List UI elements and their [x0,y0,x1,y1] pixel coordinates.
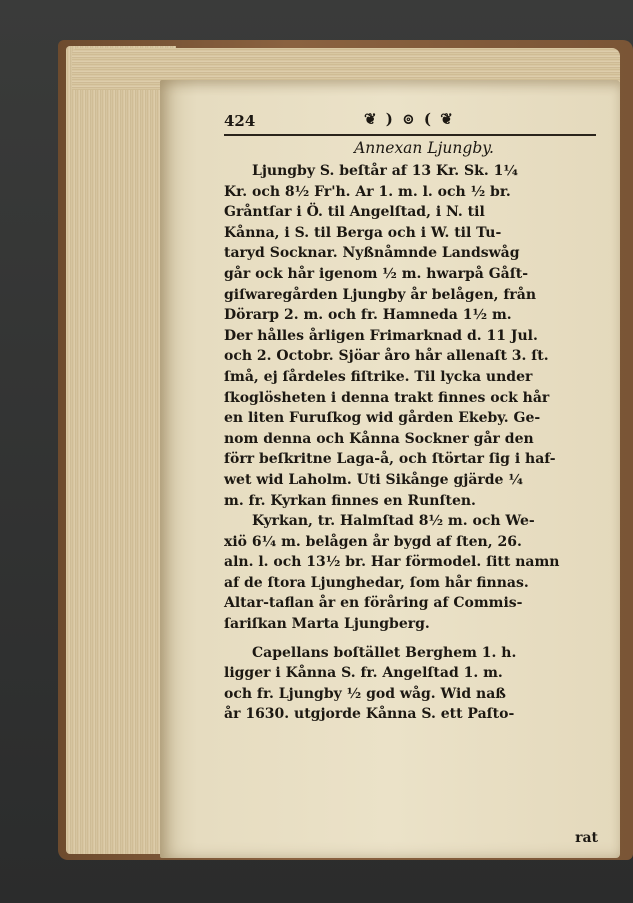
catchword: rat [575,830,598,846]
text-line: år 1630. utgjorde Kånna S. ett Paſto- [224,706,515,723]
page-number: 424 [224,112,256,130]
text-line: wet wid Laholm. Uti Sikånge gjärde ¼ [224,471,523,488]
section-title: Annexan Ljungby. [354,139,494,157]
paragraph-kyrkan [224,511,600,635]
text-line: aln. l. och 13½ br. Har förmodel. ſitt namn [224,554,560,571]
text-line: förr beſkritne Laga-å, och ſtörtar ſig i haf- [224,451,556,468]
text-line: af de ſtora Ljunghedar, ſom hår finnas. [224,574,529,591]
text-line: ſmå, ej ſårdeles fiſtrike. Til lycka under [224,368,533,385]
text-line: xiö 6¼ m. belågen år bygd af ſten, 26. [224,533,522,550]
text-line: ligger i Kånna S. fr. Angelſtad 1. m. [224,665,503,682]
ornament-icon: ❦ ) ⊚ ( ❦ [364,110,455,128]
text-line: och 2. Octobr. Sjöar åro hår allenaſt 3. ſt. [224,348,549,365]
text-line: och fr. Ljungby ½ god wåg. Wid naß [224,685,506,702]
text-line: ſariſkan Marta Ljungberg. [224,616,430,633]
text-line: Altar-taflan år en föråring af Commis- [224,595,523,612]
text-line: ſkoglösheten i denna trakt finnes ock hår [224,389,550,406]
text-line: Dörarp 2. m. och fr. Hamneda 1½ m. [224,307,512,324]
text-line: Kyrkan, tr. Halmſtad 8½ m. och We- [252,513,535,530]
page-text-block [224,110,600,850]
paragraph-ljungby [224,161,600,511]
text-line: Kånna, i S. til Berga och i W. til Tu- [224,224,502,241]
book-page [160,80,620,858]
text-line: Ljungby S. beſtår af 13 Kr. Sk. 1¼ [252,163,518,179]
paragraph-capellans [224,643,600,725]
text-line: Kr. och 8½ Fr'h. Ar 1. m. l. och ½ br. [224,183,511,200]
text-line: går ock hår igenom ½ m. hwarpå Gåſt- [224,265,529,282]
text-line: en liten Furuſkog wid gården Ekeby. Ge- [224,410,541,427]
text-line: m. fr. Kyrkan finnes en Runſten. [224,492,476,509]
text-line: Der hålles årligen Frimarknad d. 11 Jul. [224,327,538,344]
running-head [224,110,600,132]
text-line: taryd Socknar. Nyßnåmnde Landswåg [224,245,520,262]
header-rule [224,134,596,136]
text-line: nom denna och Kånna Sockner går den [224,430,534,447]
text-line: giſwaregården Ljungby år belågen, från [224,286,537,303]
text-line: Gråntſar i Ö. til Angelſtad, i N. til [224,204,485,221]
text-line: Capellans boſtället Berghem 1. h. [252,644,517,661]
